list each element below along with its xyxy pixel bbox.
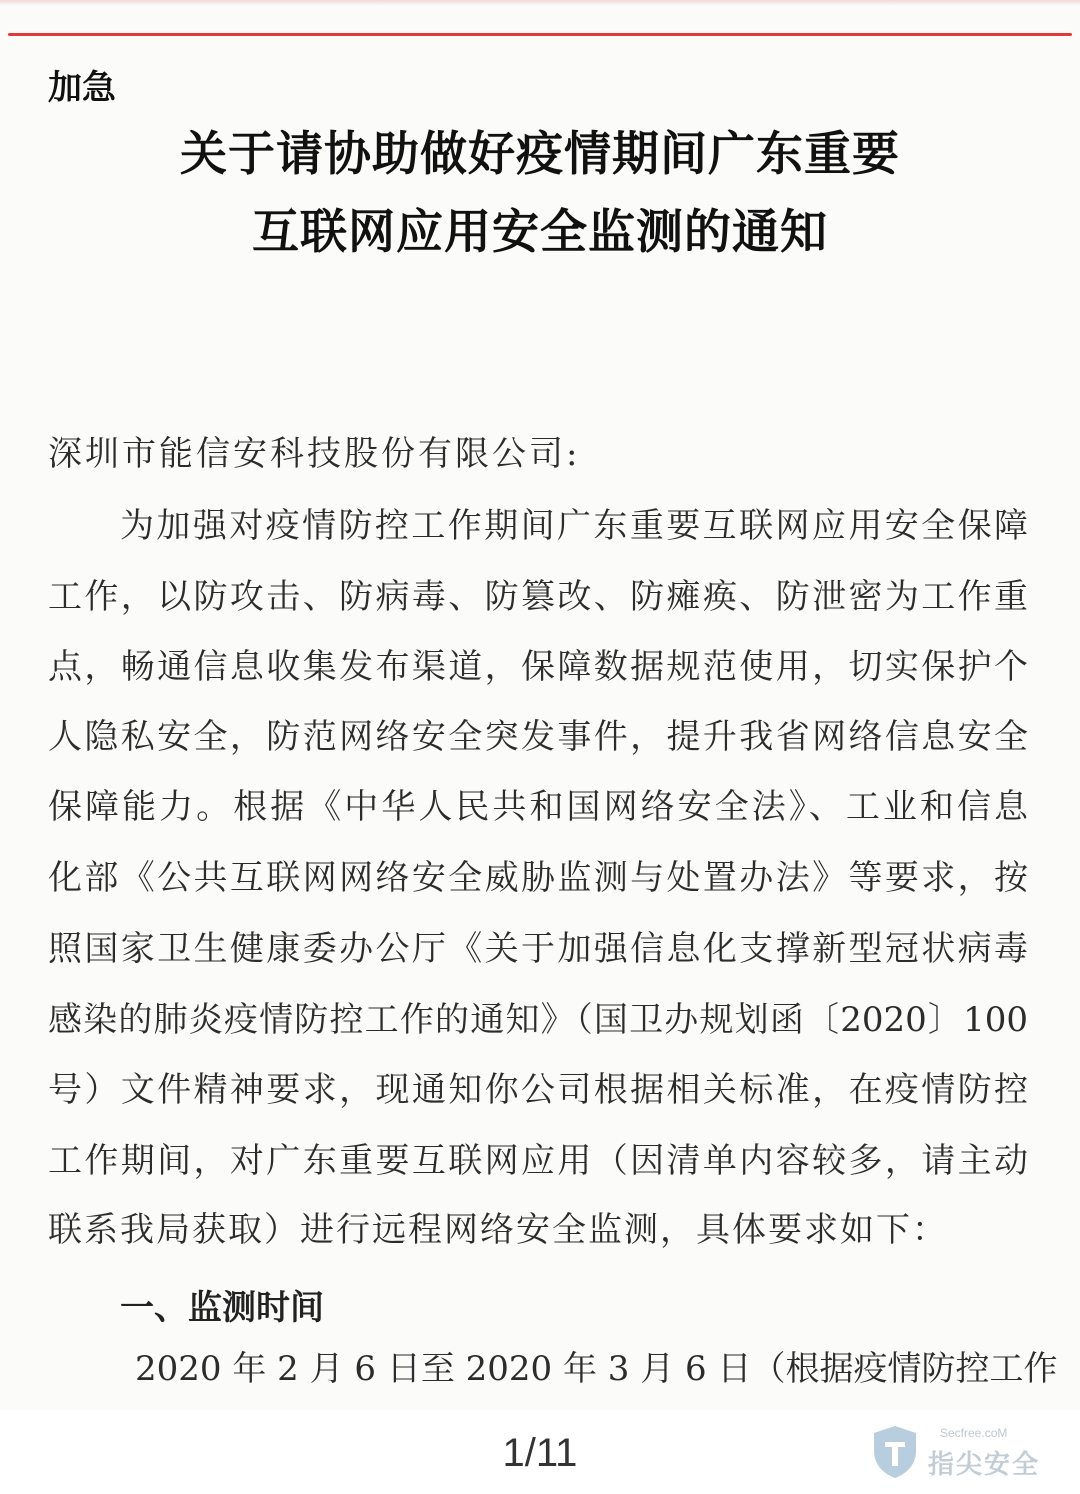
urgency-label: 加急 [48, 68, 116, 108]
body-line: 工作期间，对广东重要互联网应用（因清单内容较多，请主动 [48, 1141, 1028, 1181]
body-line: 为加强对疫情防控工作期间广东重要互联网应用安全保障 [120, 506, 1028, 546]
body-line: 联系我局获取）进行远程网络安全监测，具体要求如下： [48, 1210, 948, 1250]
shield-icon [870, 1424, 920, 1480]
addressee: 深圳市能信安科技股份有限公司: [48, 434, 581, 474]
body-line: 点，畅通信息收集发布渠道，保障数据规范使用，切实保护个 [48, 647, 1028, 687]
section-first-line: 2020 年 2 月 6 日至 2020 年 3 月 6 日（根据疫情防控工作 [135, 1349, 1058, 1389]
watermark-name: 指尖安全 [928, 1450, 1041, 1480]
page-top-edge [0, 0, 1080, 6]
body-line: 保障能力。根据《中华人民共和国网络安全法》、工业和信息 [48, 787, 1028, 827]
watermark [866, 1420, 1066, 1484]
watermark-url: Secfree.coM [940, 1426, 1008, 1440]
page-indicator: 1/11 [502, 1431, 578, 1475]
body-line: 工作，以防攻击、防病毒、防篡改、防瘫痪、防泄密为工作重 [48, 577, 1028, 617]
document-title-line-1: 关于请协助做好疫情期间广东重要 [180, 127, 900, 182]
document-title-line-2: 互联网应用安全监测的通知 [252, 205, 828, 260]
body-line: 照国家卫生健康委办公厅《关于加强信息化支撑新型冠状病毒 [48, 929, 1028, 969]
section-heading: 一、监测时间 [120, 1288, 324, 1328]
red-header-rule [8, 33, 1072, 36]
body-line: 人隐私安全，防范网络安全突发事件，提升我省网络信息安全 [48, 717, 1028, 757]
body-line: 感染的肺炎疫情防控工作的通知》（国卫办规划函〔2020〕100 [48, 1000, 1028, 1040]
body-line: 号）文件精神要求，现通知你公司根据相关标准，在疫情防控 [48, 1070, 1028, 1110]
body-line: 化部《公共互联网网络安全威胁监测与处置办法》等要求，按 [48, 858, 1028, 898]
